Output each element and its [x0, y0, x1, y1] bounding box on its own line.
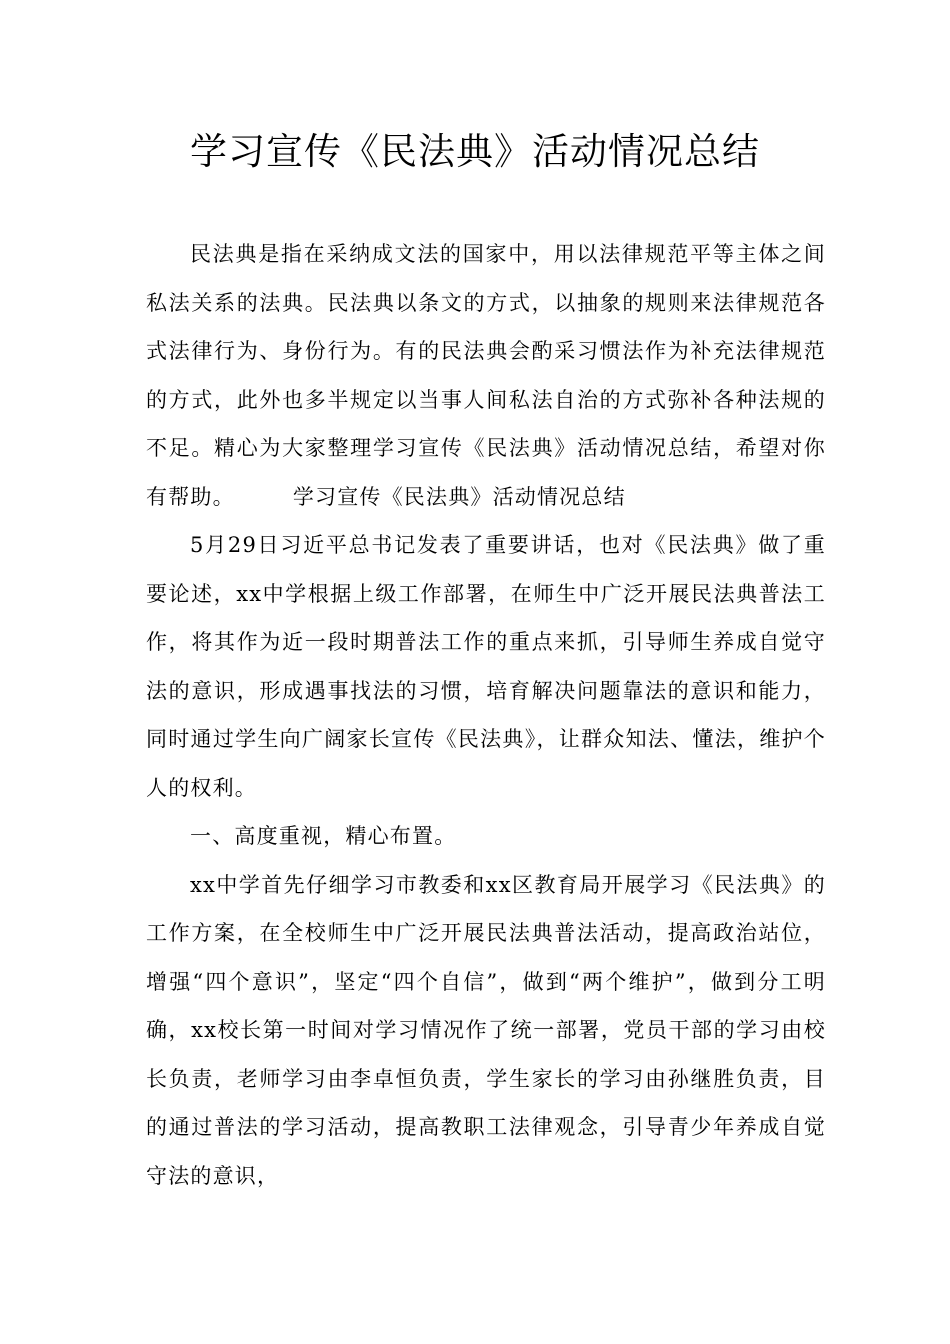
- document-body: [146, 230, 826, 1200]
- intro-paragraph: [146, 230, 826, 521]
- document-title: 学习宣传《民法典》活动情况总结: [190, 130, 760, 173]
- section-heading-1: 一、高度重视，精心布置。: [190, 824, 457, 848]
- intro-text: 民法典是指在采纳成文法的国家中，用以法律规范平等主体之间私法关系的法典。民法典以条文的方式，以抽象的规则来法律规范各式法律行为、身份行为。有的民法典会酌采习惯法作为补充法律规范的方式，此外也多半规定以当事人间私法自治的方式弥补各种法规的不足。精心为大家整理学习宣传《民法典》活动情况总结，希望对你有帮助。: [146, 242, 826, 509]
- paragraph-deployment: xx中学首先仔细学习市教委和xx区教育局开展学习《民法典》的工作方案，在全校师生中广泛开展民法典普法活动，提高政治站位，增强“四个意识”，坚定“四个自信”，做到“两个维护”，做到分工明确，xx校长第一时间对学习情况作了统一部署，党员干部的学习由校长负责，老师学习由李卓恒负责，学生家长的学习由孙继胜负责，目的通过普法的学习活动，提高教职工法律观念，引导青少年养成自觉守法的意识，: [146, 872, 826, 1188]
- paragraph-speech: 5月29日习近平总书记发表了重要讲话，也对《民法典》做了重要论述，xx中学根据上级工作部署，在师生中广泛开展民法典普法工作，将其作为近一段时期普法工作的重点来抓，引导师生养成自觉守法的意识，形成遇事找法的习惯，培育解决问题靠法的意识和能力，同时通过学生向广阔家长宣传《民法典》，让群众知法、懂法，维护个人的权利。: [146, 533, 826, 800]
- inline-title: 学习宣传《民法典》活动情况总结: [292, 484, 626, 509]
